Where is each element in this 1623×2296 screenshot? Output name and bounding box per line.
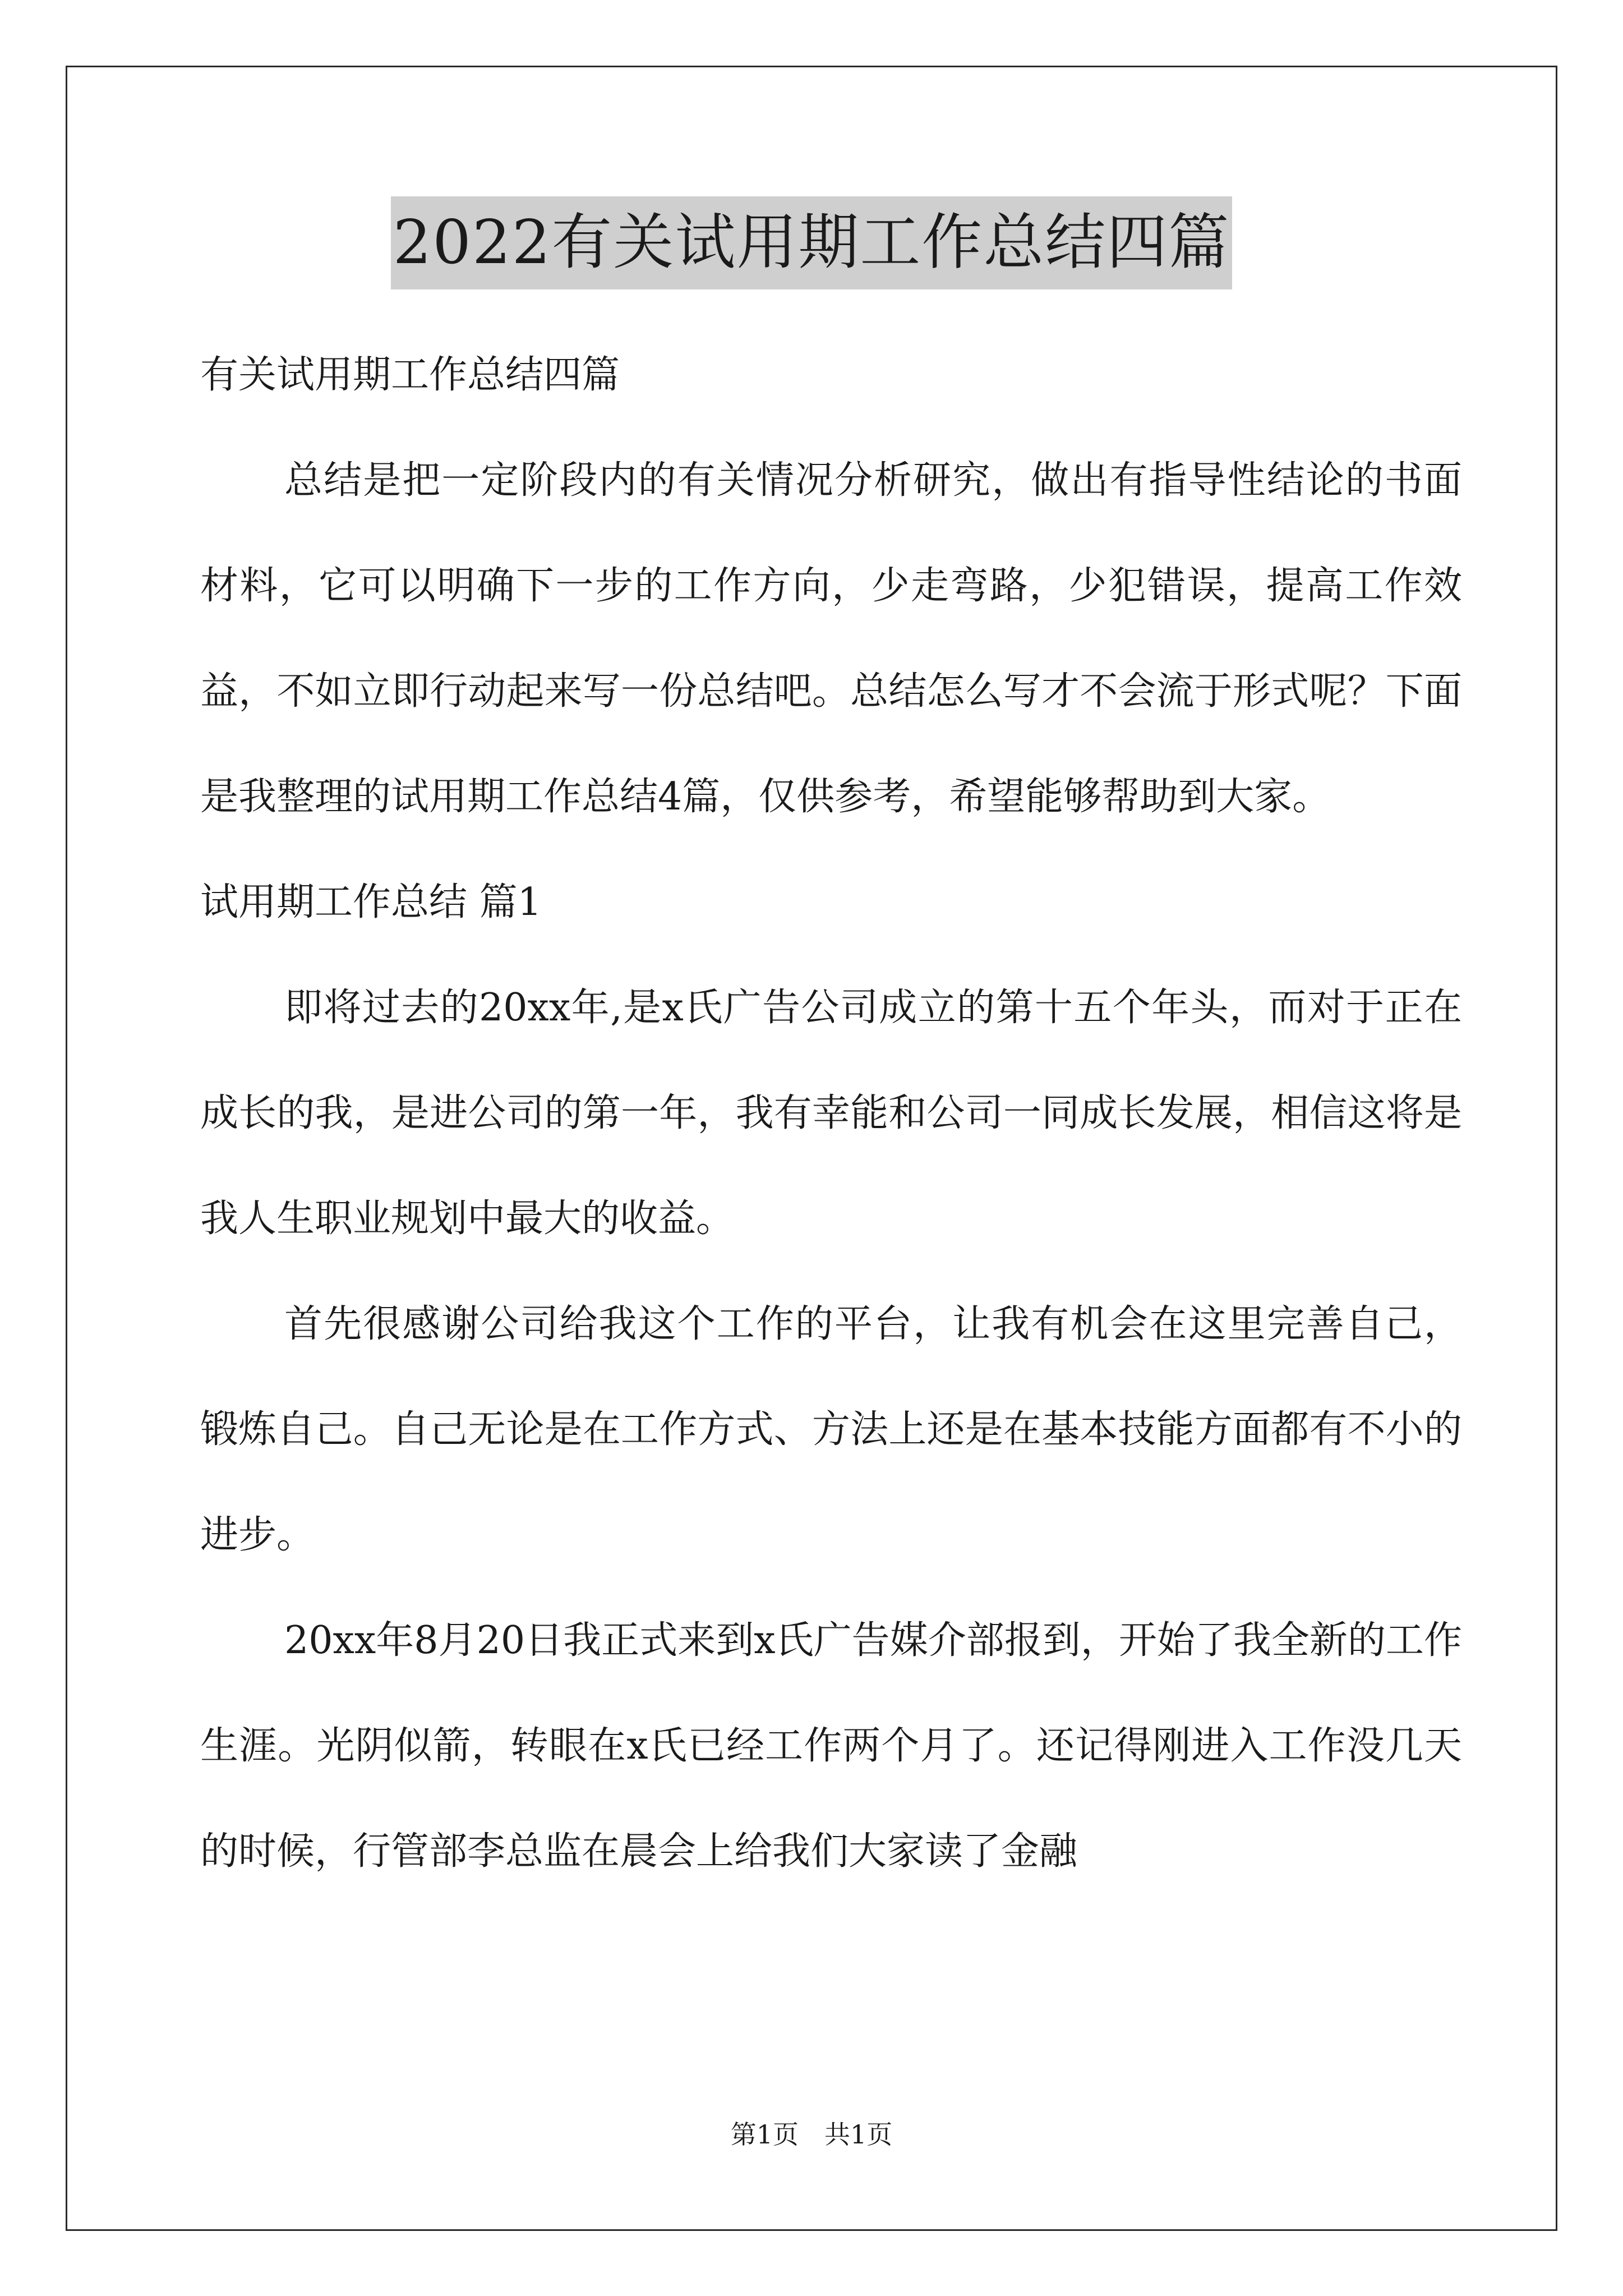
intro-paragraph: 总结是把一定阶段内的有关情况分析研究，做出有指导性结论的书面材料，它可以明确下一步的工作方向，少走弯路，少犯错误，提高工作效益，不如立即行动起来写一份总结吧。总结怎么写才不会流于形式呢？下面是我整理的试用期工作总结4篇，仅供参考，希望能够帮助到大家。 xyxy=(200,458,1462,819)
section-heading: 试用期工作总结 篇1 xyxy=(200,880,542,924)
title-container xyxy=(0,196,1623,289)
section-paragraph-1: 即将过去的20xx年,是x氏广告公司成立的第十五个年头，而对于正在成长的我，是进公司的第一年，我有幸能和公司一同成长发展，相信这将是我人生职业规划中最大的收益。 xyxy=(200,986,1462,1241)
page-footer: 第1页 共1页 xyxy=(730,2119,893,2150)
document-subtitle: 有关试用期工作总结四篇 xyxy=(200,353,620,397)
section-paragraph-3: 20xx年8月20日我正式来到x氏广告媒介部报到，开始了我全新的工作生涯。光阴似箭，转眼在x氏已经工作两个月了。还记得刚进入工作没几天的时候，行管部李总监在晨会上给我们大家读了金融 xyxy=(200,1618,1462,1874)
document-body xyxy=(200,323,1462,1904)
document-title: 2022有关试用期工作总结四篇 xyxy=(391,196,1233,289)
section-paragraph-2: 首先很感谢公司给我这个工作的平台，让我有机会在这里完善自己，锻炼自己。自己无论是在工作方式、方法上还是在基本技能方面都有不小的进步。 xyxy=(200,1302,1462,1557)
